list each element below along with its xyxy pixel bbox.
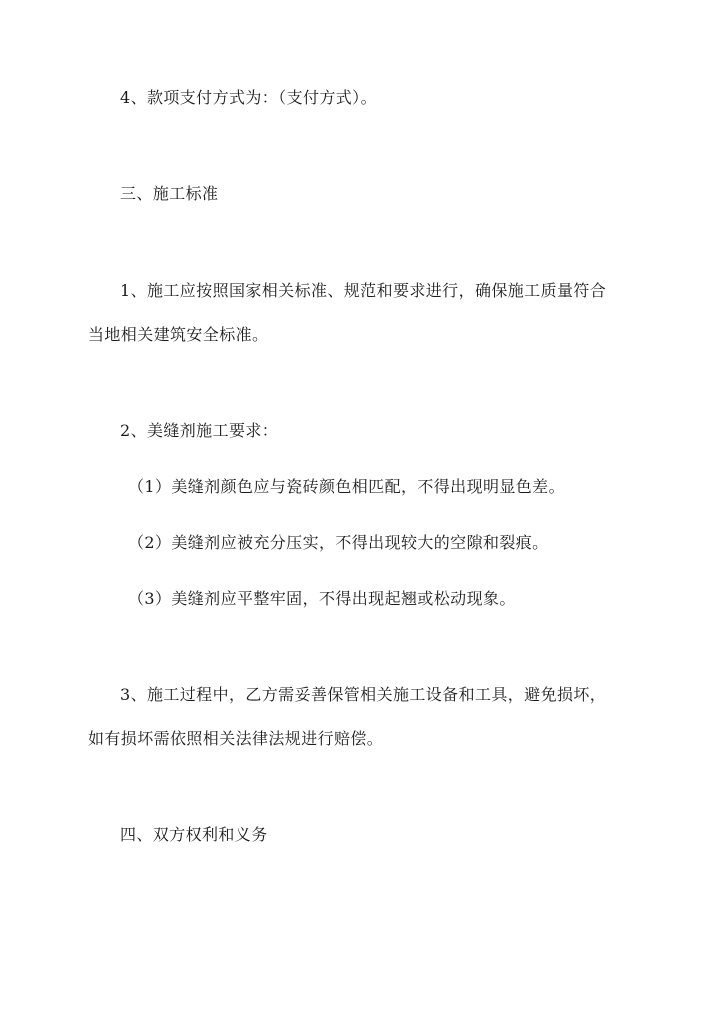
section-3-heading: 三、施工标准 (120, 184, 219, 203)
payment-method-clause: 4、款项支付方式为：（支付方式）。 (120, 88, 377, 107)
clause-1-line-1: 1、施工应按照国家相关标准、规范和要求进行，确保施工质量符合 (120, 281, 607, 300)
clause-3-line-1: 3、施工过程中，乙方需妥善保管相关施工设备和工具，避免损坏， (120, 685, 607, 704)
clause-1-line-2: 当地相关建筑安全标准。 (88, 325, 269, 344)
clause-2-sub-2: （2）美缝剂应被充分压实，不得出现较大的空隙和裂痕。 (128, 533, 549, 552)
clause-3-line-2: 如有损坏需依照相关法律法规进行赔偿。 (88, 729, 384, 748)
clause-2-heading: 2、美缝剂施工要求： (120, 421, 279, 440)
section-4-heading: 四、双方权利和义务 (120, 825, 268, 844)
clause-2-sub-3: （3）美缝剂应平整牢固，不得出现起翘或松动现象。 (128, 589, 516, 608)
clause-2-sub-1: （1）美缝剂颜色应与瓷砖颜色相匹配，不得出现明显色差。 (128, 477, 565, 496)
